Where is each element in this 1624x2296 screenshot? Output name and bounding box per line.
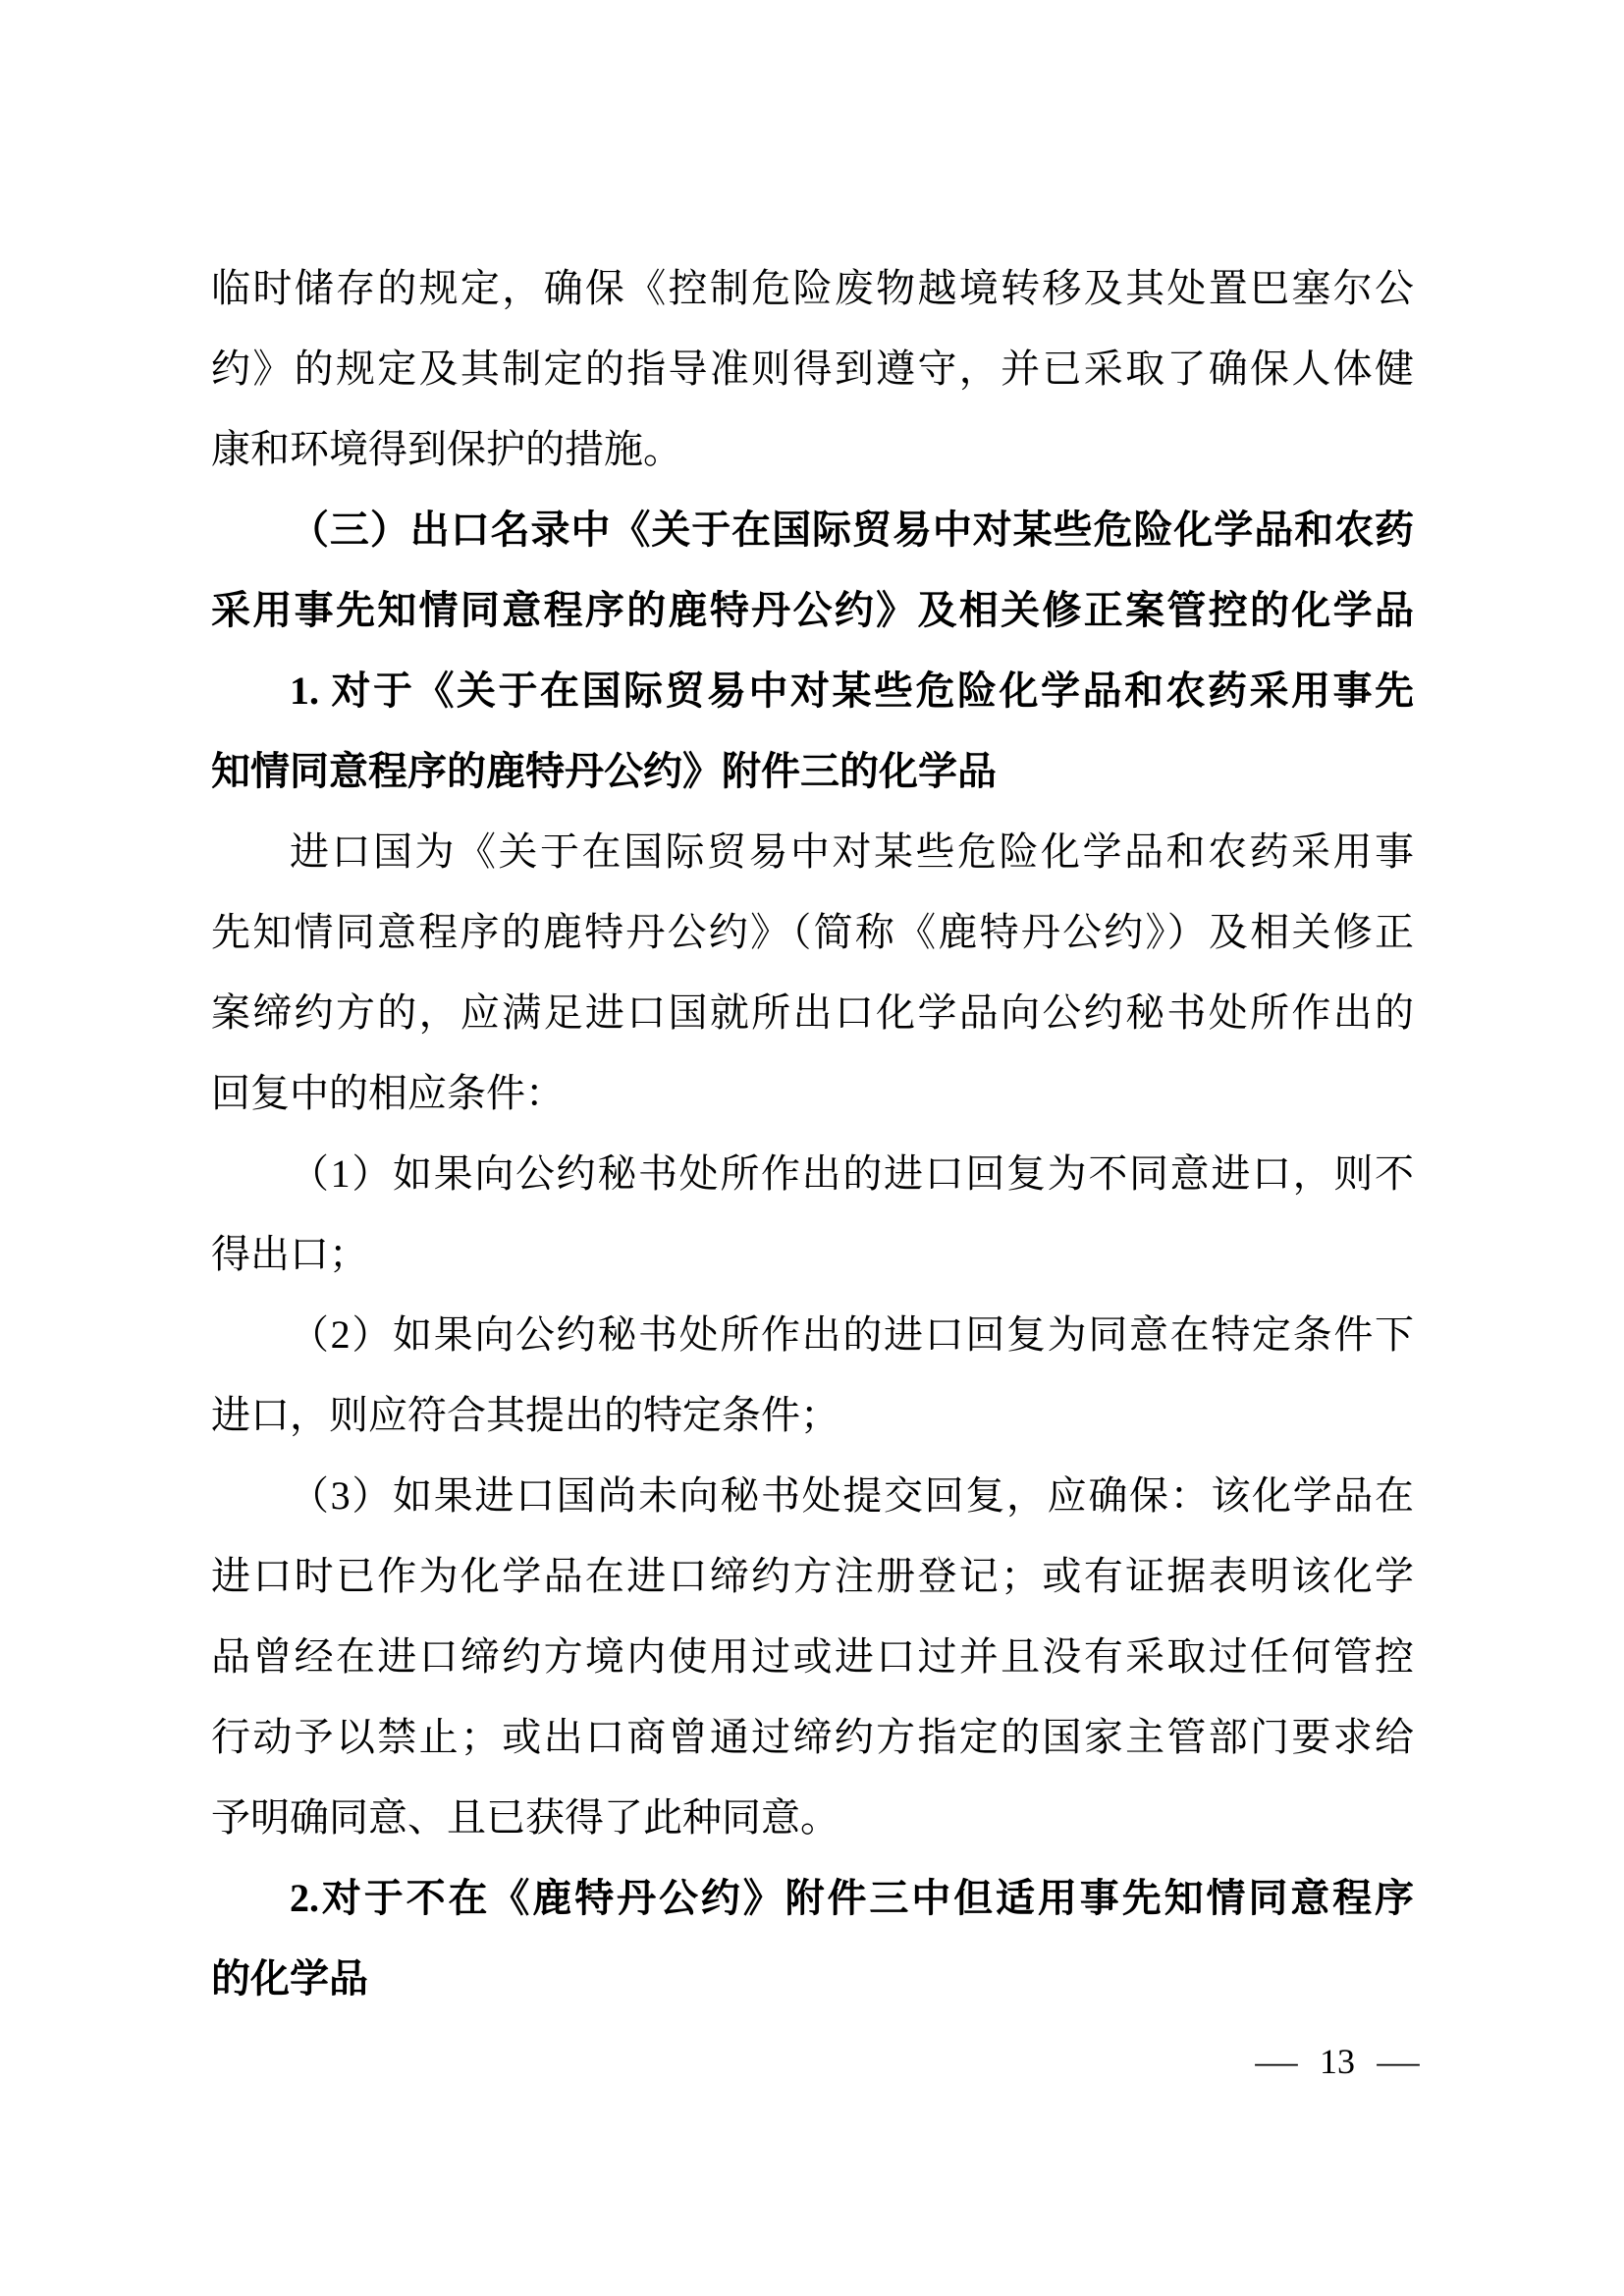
text-line: 予明确同意、且已获得了此种同意。 (211, 1795, 839, 1840)
text-line: 的化学品 (211, 1956, 368, 2001)
text-line: 案缔约方的，应满足进口国就所出口化学品向公约秘书处所作出的 (211, 990, 1414, 1035)
text-line: （1）如果向公约秘书处所作出的进口回复为不同意进口，则不 (290, 1151, 1414, 1196)
text-line: 进口时已作为化学品在进口缔约方注册登记；或有证据表明该化学 (211, 1554, 1414, 1598)
text-line: 先知情同意程序的鹿特丹公约》（简称《鹿特丹公约》）及相关修正 (211, 910, 1414, 954)
text-line: （3）如果进口国尚未向秘书处提交回复，应确保：该化学品在 (290, 1473, 1414, 1518)
footer-dash-right: — (1377, 2042, 1420, 2081)
text-line: 临时储存的规定，确保《控制危险废物越境转移及其处置巴塞尔公 (211, 266, 1414, 310)
text-line: 采用事先知情同意程序的鹿特丹公约》及相关修正案管控的化学品 (211, 588, 1414, 632)
text-line: 2.对于不在《鹿特丹公约》附件三中但适用事先知情同意程序 (290, 1876, 1414, 1920)
footer-dash-left: — (1255, 2042, 1298, 2081)
text-line: 品曾经在进口缔约方境内使用过或进口过并且没有采取过任何管控 (211, 1634, 1414, 1679)
text-line: 约》的规定及其制定的指导准则得到遵守，并已采取了确保人体健 (211, 347, 1414, 391)
text-line: 知情同意程序的鹿特丹公约》附件三的化学品 (211, 749, 997, 793)
document-body (211, 248, 1414, 2019)
text-line: 得出口； (211, 1232, 368, 1276)
text-line: 进口，则应符合其提出的特定条件； (211, 1393, 839, 1437)
page-footer (1255, 2042, 1420, 2081)
text-line: （2）如果向公约秘书处所作出的进口回复为同意在特定条件下 (290, 1312, 1414, 1357)
text-line: 回复中的相应条件： (211, 1071, 565, 1115)
page-number: 13 (1320, 2042, 1355, 2081)
text-line: 进口国为《关于在国际贸易中对某些危险化学品和农药采用事 (290, 829, 1414, 874)
text-line: 1. 对于《关于在国际贸易中对某些危险化学品和农药采用事先 (290, 668, 1414, 713)
text-line: （三）出口名录中《关于在国际贸易中对某些危险化学品和农药 (290, 507, 1414, 552)
text-line: 行动予以禁止；或出口商曾通过缔约方指定的国家主管部门要求给 (211, 1715, 1414, 1759)
text-line: 康和环境得到保护的措施。 (211, 427, 682, 471)
